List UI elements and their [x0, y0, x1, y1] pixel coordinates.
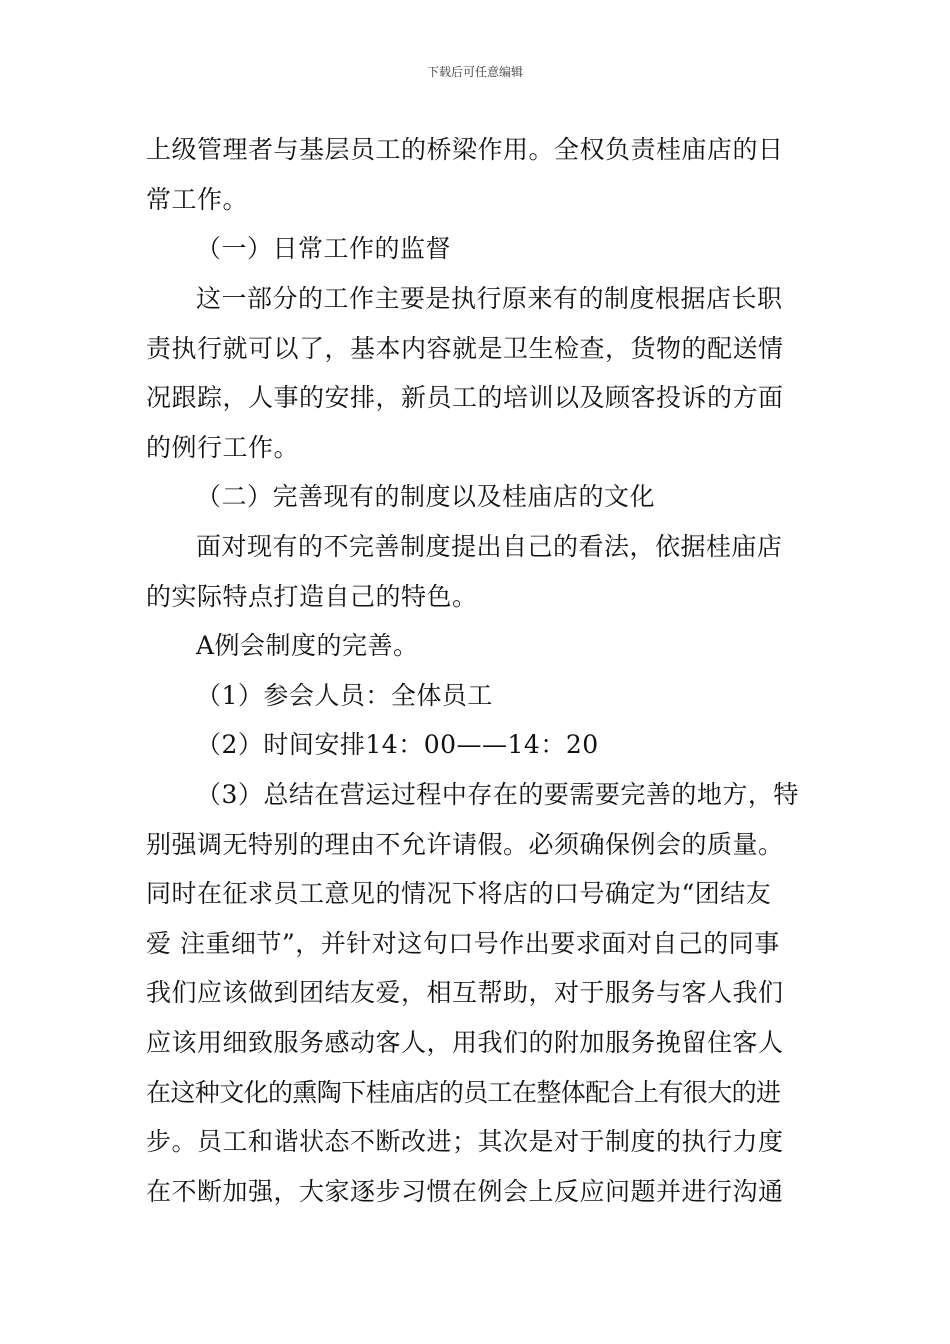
list-item: （3）总结在营运过程中存在的要需要完善的地方，特	[196, 780, 799, 809]
list-item: （1）参会人员：全体员工	[196, 681, 493, 710]
paragraph-line: 步。员工和谐状态不断改进；其次是对于制度的执行力度	[146, 1127, 784, 1156]
paragraph-line: 上级管理者与基层员工的桥梁作用。全权负责桂庙店的日	[146, 135, 784, 164]
paragraph-line: 的实际特点打造自己的特色。	[146, 582, 478, 611]
section-heading: （一）日常工作的监督	[196, 234, 452, 263]
paragraph-line: 别强调无特别的理由不允许请假。必须确保例会的质量。	[146, 830, 784, 859]
subsection-heading: A例会制度的完善。	[196, 631, 419, 660]
page-header: 下载后可任意编辑	[426, 65, 523, 79]
paragraph-line: 责执行就可以了，基本内容就是卫生检查，货物的配送情	[146, 334, 784, 363]
paragraph-line: 这一部分的工作主要是执行原来有的制度根据店长职	[196, 284, 783, 313]
paragraph-line: 况跟踪，人事的安排，新员工的培训以及顾客投诉的方面	[146, 383, 784, 412]
paragraph-line: 同时在征求员工意见的情况下将店的口号确定为“团结友	[146, 879, 772, 908]
paragraph-line: 面对现有的不完善制度提出自己的看法，依据桂庙店	[196, 532, 783, 561]
paragraph-line: 在这种文化的熏陶下桂庙店的员工在整体配合上有很大的进	[146, 1078, 781, 1107]
section-heading: （二）完善现有的制度以及桂庙店的文化	[196, 482, 656, 511]
paragraph-line: 爱 注重细节”，并针对这句口号作出要求面对自己的同事	[146, 929, 780, 958]
paragraph-line: 在不断加强，大家逐步习惯在例会上反应问题并进行沟通	[146, 1177, 784, 1206]
list-item: （2）时间安排14：00——14：20	[196, 730, 599, 759]
paragraph-line: 应该用细致服务感动客人，用我们的附加服务挽留住客人	[146, 1028, 784, 1057]
paragraph-line: 常工作。	[146, 185, 249, 214]
paragraph-line: 我们应该做到团结友爱，相互帮助，对于服务与客人我们	[146, 978, 784, 1007]
paragraph-line: 的例行工作。	[146, 433, 300, 462]
